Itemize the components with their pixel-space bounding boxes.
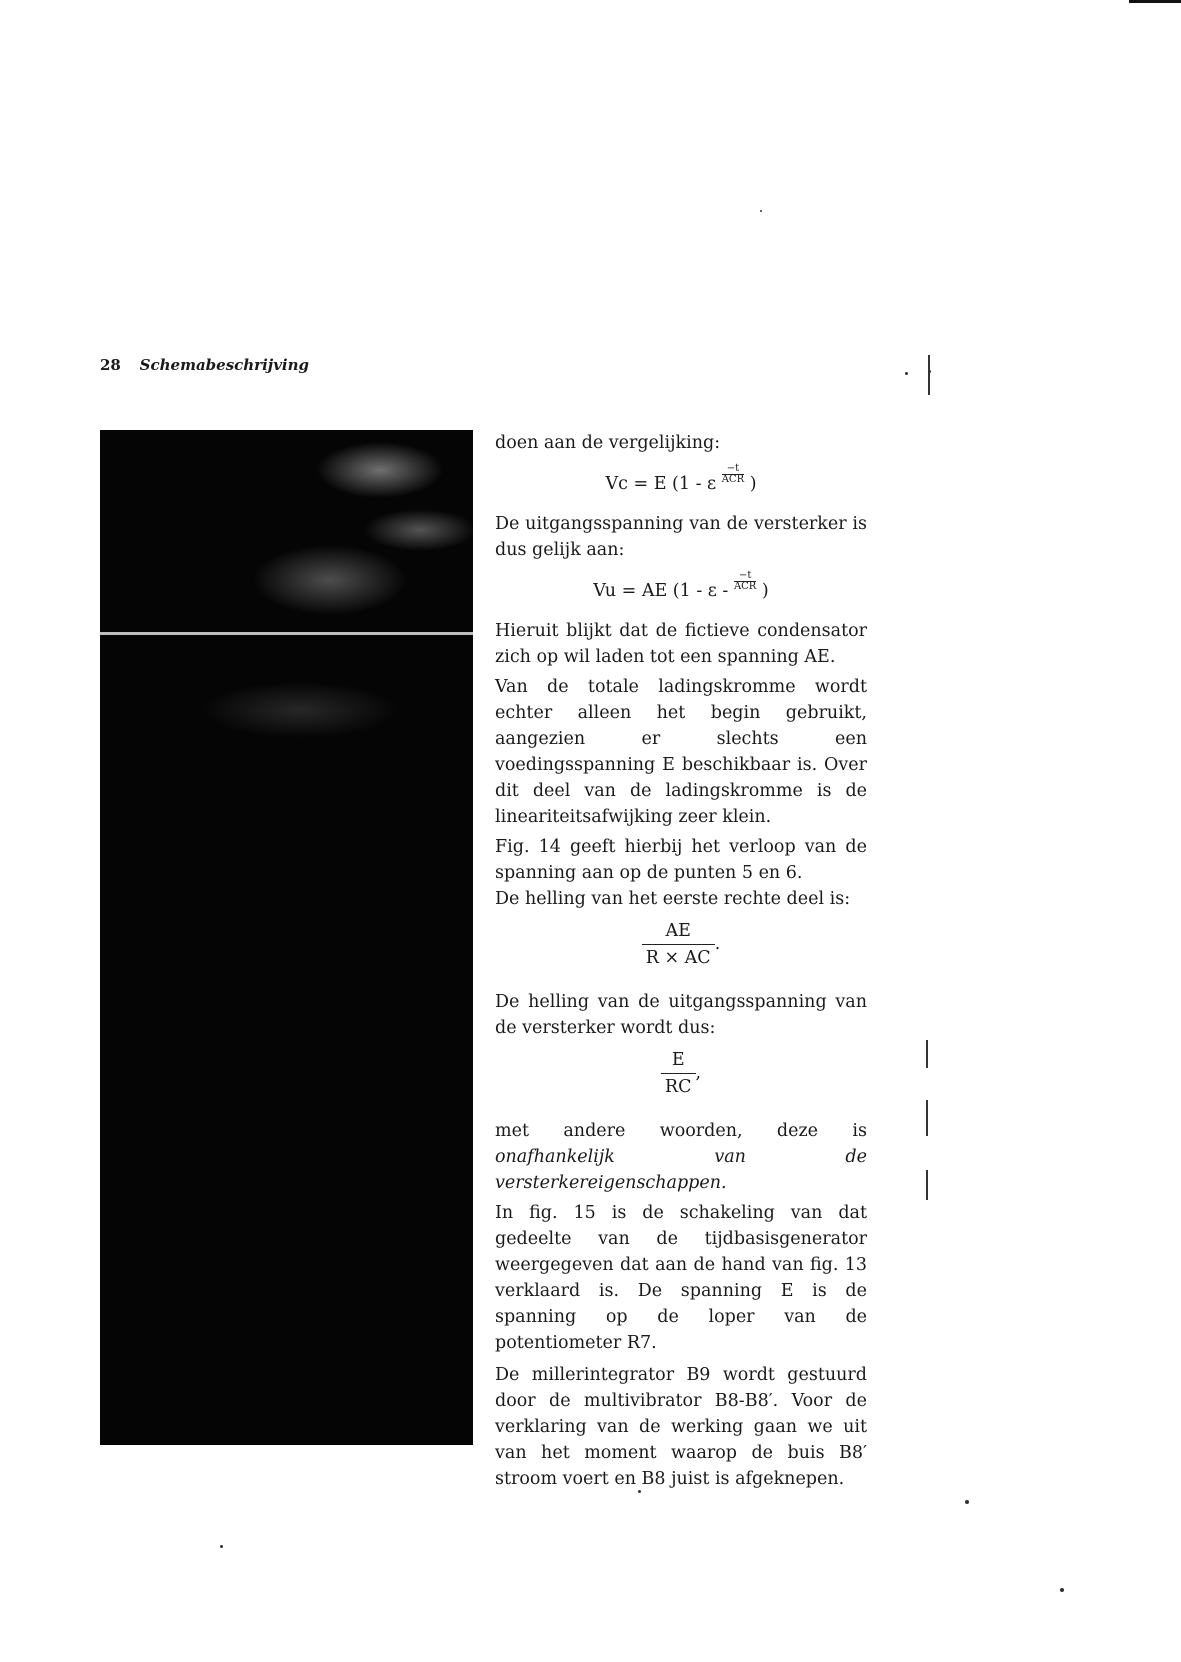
- photo-horizontal-line: [100, 632, 473, 635]
- fraction-ae: [495, 918, 867, 971]
- scan-speck: [1060, 1588, 1064, 1592]
- fraction-numerator: AE: [642, 918, 715, 945]
- page-number: 28: [100, 356, 121, 374]
- scan-speck: [926, 1100, 928, 1136]
- paragraph: De helling van het eerste rechte deel is:: [495, 888, 851, 909]
- exponent-denominator: ACR: [733, 580, 757, 592]
- paragraph: Hieruit blijkt dat de fictieve condensator zich op wil laden tot een spanning AE.: [495, 620, 867, 667]
- fraction-numerator: E: [661, 1047, 696, 1074]
- paragraph: [495, 1118, 867, 1196]
- scan-speck: [965, 1500, 969, 1504]
- equation-rhs: ): [761, 580, 769, 601]
- paragraph: doen aan de vergelijking:: [495, 433, 721, 453]
- scan-speck: [926, 1170, 928, 1200]
- equation-exponent: [734, 571, 756, 592]
- scan-speck: [926, 1040, 928, 1068]
- fraction-denominator: RC: [664, 1076, 692, 1097]
- paragraph: De helling van de uitgangsspanning van de versterker wordt dus:: [495, 991, 867, 1038]
- paragraph: De millerintegrator B9 wordt gestuurd door de multivibrator B8-B8′. Voor de verklaring van de werking gaan we uit van het moment waarop de buis B8′ stroom voert en B8 juist is afgeknepen.: [495, 1364, 867, 1489]
- paragraph: Van de totale ladingskromme wordt echter alleen het begin gebruikt, aangezien er slechts een voedingsspanning E beschikbaar is. Over dit deel van de ladingskromme is de lineariteitsafwijking zeer klein.: [495, 676, 867, 827]
- scan-speck: [638, 1490, 641, 1493]
- equation-vu: [495, 571, 867, 604]
- fraction-e: [495, 1047, 867, 1100]
- exponent-denominator: ACR: [721, 474, 745, 485]
- equation-lhs: Vu = AE (1 - ε -: [593, 580, 729, 601]
- top-edge-line: [1129, 0, 1181, 3]
- dark-photo: [100, 430, 473, 1445]
- paragraph: In fig. 15 is de schakeling van dat gedeelte van de tijdbasisgenerator weergegeven dat aan de hand van fig. 13 verklaard is. De spanning E is de spanning op de loper van de potentiometer R7.: [495, 1202, 867, 1353]
- equation-vc: [495, 464, 867, 497]
- exponent-numerator: −t: [734, 571, 756, 582]
- page-header: [100, 356, 309, 374]
- running-title: Schemabeschrijving: [139, 356, 310, 374]
- paragraph: Fig. 14 geeft hierbij het verloop van de spanning aan op de punten 5 en 6.: [495, 836, 867, 883]
- fraction-denominator: R × AC: [645, 947, 711, 968]
- exponent-numerator: −t: [722, 464, 744, 475]
- paragraph-text: met andere woorden, deze is: [495, 1120, 867, 1141]
- scan-speck: [760, 210, 762, 212]
- fraction-suffix: ,: [695, 1062, 702, 1083]
- paragraph: De uitgangsspanning van de versterker is dus gelijk aan:: [495, 513, 867, 560]
- italic-emphasis: onafhankelijk van de versterkereigenschappen.: [495, 1146, 867, 1193]
- equation-lhs: Vc = E (1 - ε: [605, 473, 717, 494]
- scan-speck: [928, 355, 930, 395]
- text-column: [495, 430, 867, 1496]
- equation-exponent: [722, 464, 744, 485]
- fraction-suffix: .: [714, 933, 721, 954]
- scan-speck: [220, 1545, 223, 1548]
- equation-rhs: ): [749, 473, 757, 494]
- scan-speck: [905, 372, 908, 375]
